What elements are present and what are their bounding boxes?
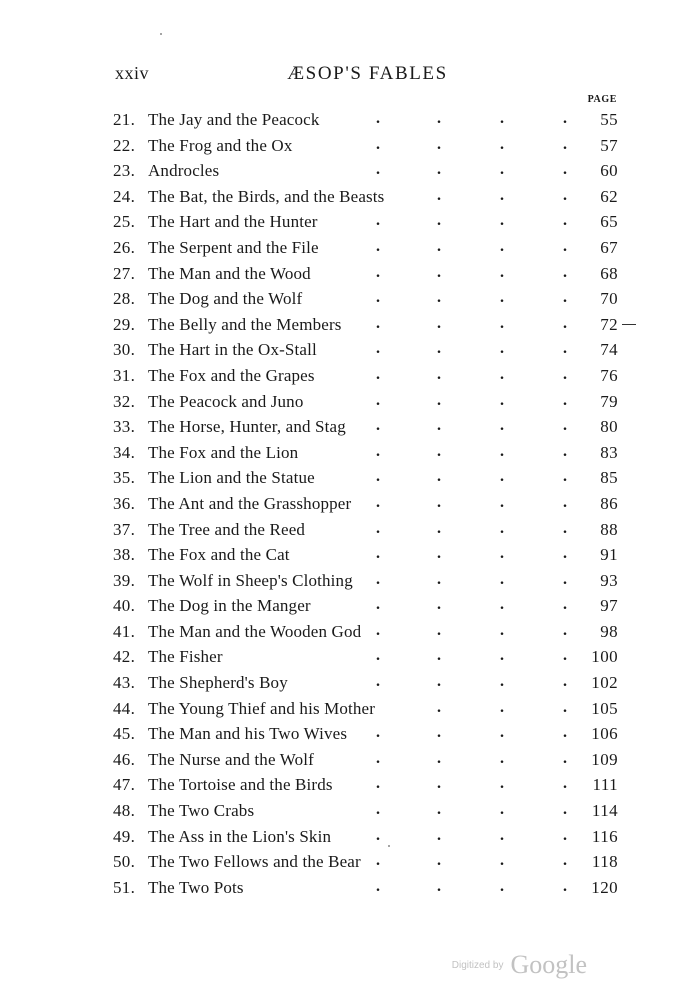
entry-number: 24.: [113, 186, 136, 206]
entry-title: The Belly and the Members: [148, 314, 342, 334]
entry-title: The Shepherd's Boy: [148, 673, 288, 693]
leader-dot: .: [500, 340, 504, 358]
leader-dot: .: [437, 775, 441, 793]
leader-dot: .: [437, 186, 441, 204]
leader-dot: .: [376, 442, 380, 460]
leader-dot: .: [376, 545, 380, 563]
entry-page-number: 76: [600, 365, 618, 385]
entry-title: The Tree and the Reed: [148, 519, 306, 539]
leader-dot: .: [437, 263, 441, 281]
toc-entry: [0, 619, 685, 645]
leader-dot: .: [500, 545, 504, 563]
entry-page-number: 120: [591, 877, 618, 897]
book-title: ÆSOP'S FABLES: [287, 63, 448, 84]
leader-dot: .: [563, 673, 567, 691]
leader-dot: .: [437, 340, 441, 358]
entry-number: 39.: [113, 570, 136, 590]
entry-page-number: 114: [591, 801, 618, 821]
leader-dot: .: [563, 545, 567, 563]
dot-leader: [0, 363, 685, 389]
entry-title: The Ass in the Lion's Skin: [148, 826, 332, 846]
entry-number: 26.: [113, 237, 136, 257]
leader-dot: .: [376, 289, 380, 307]
entry-page-number: 72: [600, 314, 618, 334]
dot-leader: [0, 593, 685, 619]
leader-dot: .: [437, 442, 441, 460]
leader-dot: .: [500, 263, 504, 281]
entry-number: 48.: [113, 801, 136, 821]
entry-page-number: 91: [600, 545, 618, 565]
dot-leader: [0, 875, 685, 901]
entry-number: 36.: [113, 493, 136, 513]
leader-dot: .: [563, 417, 567, 435]
leader-dot: .: [500, 749, 504, 767]
leader-dot: .: [500, 826, 504, 844]
entry-number: 44.: [113, 698, 136, 718]
dot-leader: [0, 158, 685, 184]
leader-dot: .: [563, 852, 567, 870]
toc-entry: [0, 414, 685, 440]
leader-dot: .: [376, 237, 380, 255]
entry-page-number: 118: [591, 852, 618, 872]
leader-dot: .: [437, 493, 441, 511]
leader-dot: .: [500, 519, 504, 537]
entry-title: The Dog and the Wolf: [148, 289, 303, 309]
leader-dot: .: [563, 519, 567, 537]
entry-page-number: 86: [600, 493, 618, 513]
leader-dot: .: [437, 519, 441, 537]
toc-entry: [0, 209, 685, 235]
leader-dot: .: [563, 647, 567, 665]
dot-leader: [0, 235, 685, 261]
leader-dot: .: [563, 493, 567, 511]
leader-dot: .: [437, 161, 441, 179]
leader-dot: .: [563, 801, 567, 819]
leader-dot: .: [563, 263, 567, 281]
entry-page-number: 68: [600, 263, 618, 283]
leader-dot: .: [500, 314, 504, 332]
toc-entry: [0, 798, 685, 824]
toc-entry: [0, 491, 685, 517]
entry-number: 37.: [113, 519, 136, 539]
entry-title: The Two Fellows and the Bear: [148, 852, 361, 872]
leader-dot: .: [376, 212, 380, 230]
entry-title: The Fisher: [148, 647, 223, 667]
leader-dot: .: [376, 391, 380, 409]
entry-page-number: 97: [600, 596, 618, 616]
entry-number: 32.: [113, 391, 136, 411]
page-folio: xxiv: [115, 63, 150, 83]
leader-dot: .: [376, 775, 380, 793]
leader-dot: .: [376, 263, 380, 281]
leader-dot: .: [376, 110, 380, 127]
entry-title: The Fox and the Grapes: [148, 365, 315, 385]
entry-page-number: 98: [600, 621, 618, 641]
entry-title: The Peacock and Juno: [148, 391, 304, 411]
leader-dot: .: [500, 724, 504, 742]
dot-leader: [0, 644, 685, 670]
leader-dot: .: [563, 314, 567, 332]
leader-dot: .: [500, 365, 504, 383]
leader-dot: .: [500, 417, 504, 435]
leader-dot: .: [563, 161, 567, 179]
leader-dot: .: [376, 365, 380, 383]
leader-dot: .: [500, 391, 504, 409]
leader-dot: .: [437, 314, 441, 332]
toc-entry: [0, 747, 685, 773]
entry-title: The Hart and the Hunter: [148, 212, 318, 232]
leader-dot: .: [563, 391, 567, 409]
entry-page-number: 70: [600, 289, 618, 309]
entry-page-number: 60: [600, 161, 618, 181]
leader-dot: .: [376, 519, 380, 537]
leader-dot: .: [376, 340, 380, 358]
page-column-heading: PAGE: [587, 94, 617, 105]
toc-entry: [0, 312, 685, 338]
entry-title: The Hart in the Ox-Stall: [148, 340, 317, 360]
entry-title: The Nurse and the Wolf: [148, 749, 314, 769]
entry-page-number: 88: [600, 519, 618, 539]
toc-entry: [0, 184, 685, 210]
entry-title: The Frog and the Ox: [148, 135, 293, 155]
leader-dot: .: [563, 724, 567, 742]
entry-title: Androcles: [148, 161, 220, 181]
entry-number: 50.: [113, 852, 136, 872]
leader-dot: .: [376, 673, 380, 691]
leader-dot: .: [437, 365, 441, 383]
entry-number: 45.: [113, 724, 136, 744]
leader-dot: .: [500, 442, 504, 460]
leader-dot: .: [437, 673, 441, 691]
entry-number: 38.: [113, 545, 136, 565]
entry-page-number: 65: [600, 212, 618, 232]
leader-dot: .: [437, 212, 441, 230]
watermark-brand: Google: [510, 950, 587, 979]
entry-number: 28.: [113, 289, 136, 309]
entry-number: 40.: [113, 596, 136, 616]
dot-leader: [0, 542, 685, 568]
entry-page-number: 105: [591, 698, 618, 718]
leader-dot: .: [500, 698, 504, 716]
leader-dot: .: [500, 775, 504, 793]
leader-dot: .: [437, 237, 441, 255]
toc-entry: [0, 235, 685, 261]
leader-dot: .: [376, 314, 380, 332]
dot-leader: [0, 389, 685, 415]
toc-entry: [0, 542, 685, 568]
leader-dot: .: [563, 365, 567, 383]
dot-leader: [0, 133, 685, 159]
running-head: [115, 63, 620, 87]
entry-number: 51.: [113, 877, 136, 897]
leader-dot: .: [500, 110, 504, 127]
dot-leader: [0, 517, 685, 543]
entry-title: The Horse, Hunter, and Stag: [148, 417, 346, 437]
leader-dot: .: [500, 570, 504, 588]
dot-leader: [0, 747, 685, 773]
entry-number: 31.: [113, 365, 136, 385]
toc-entry: [0, 644, 685, 670]
entry-title: The Wolf in Sheep's Clothing: [148, 570, 353, 590]
entry-page-number: 109: [591, 749, 618, 769]
toc-entry: [0, 389, 685, 415]
entry-number: 49.: [113, 826, 136, 846]
leader-dot: .: [500, 801, 504, 819]
leader-dot: .: [376, 417, 380, 435]
leader-dot: .: [437, 877, 441, 895]
leader-dot: .: [437, 826, 441, 844]
dot-leader: [0, 670, 685, 696]
contents-list: [0, 107, 685, 900]
leader-dot: .: [563, 826, 567, 844]
dot-leader: [0, 337, 685, 363]
entry-number: 27.: [113, 263, 136, 283]
leader-dot: .: [500, 673, 504, 691]
leader-dot: .: [376, 852, 380, 870]
entry-page-number: 74: [600, 340, 618, 360]
entry-title: The Bat, the Birds, and the Beasts: [148, 186, 385, 206]
toc-entry: [0, 875, 685, 901]
entry-number: 29.: [113, 314, 136, 334]
entry-number: 25.: [113, 212, 136, 232]
toc-entry: [0, 337, 685, 363]
leader-dot: .: [437, 468, 441, 486]
dot-leader: [0, 209, 685, 235]
entry-page-number: 100: [591, 647, 618, 667]
dot-leader: [0, 286, 685, 312]
entry-title: The Fox and the Cat: [148, 545, 290, 565]
leader-dot: .: [563, 749, 567, 767]
entry-number: 21.: [113, 110, 136, 129]
toc-entry: [0, 824, 685, 850]
entry-page-number: 57: [600, 135, 618, 155]
leader-dot: .: [437, 698, 441, 716]
entry-title: The Man and his Two Wives: [148, 724, 348, 744]
leader-dot: .: [563, 442, 567, 460]
toc-entry: [0, 670, 685, 696]
dot-leader: [0, 107, 685, 133]
leader-dot: .: [563, 135, 567, 153]
toc-entry: [0, 440, 685, 466]
leader-dot: .: [376, 801, 380, 819]
leader-dot: .: [563, 289, 567, 307]
entry-title: The Man and the Wooden God: [148, 621, 362, 641]
leader-dot: .: [563, 237, 567, 255]
leader-dot: .: [563, 775, 567, 793]
entry-number: 33.: [113, 417, 136, 437]
entry-title: The Ant and the Grasshopper: [148, 493, 352, 513]
entry-page-number: 79: [600, 391, 618, 411]
leader-dot: .: [500, 135, 504, 153]
entry-page-number: 85: [600, 468, 618, 488]
entry-number: 43.: [113, 673, 136, 693]
print-speck: [388, 845, 390, 847]
leader-dot: .: [437, 391, 441, 409]
leader-dot: .: [500, 877, 504, 895]
dot-leader: [0, 798, 685, 824]
entry-number: 35.: [113, 468, 136, 488]
entry-number: 47.: [113, 775, 136, 795]
entry-number: 46.: [113, 749, 136, 769]
entry-number: 42.: [113, 647, 136, 667]
leader-dot: .: [500, 852, 504, 870]
leader-dot: .: [376, 621, 380, 639]
leader-dot: .: [437, 417, 441, 435]
entry-page-number: 55: [600, 110, 618, 129]
digitization-watermark: [452, 950, 587, 980]
leader-dot: .: [500, 237, 504, 255]
toc-entry: [0, 568, 685, 594]
entry-page-number: 116: [591, 826, 618, 846]
entry-page-number: 111: [592, 775, 618, 795]
leader-dot: .: [376, 647, 380, 665]
entry-title: The Tortoise and the Birds: [148, 775, 333, 795]
entry-number: 30.: [113, 340, 136, 360]
entry-title: The Man and the Wood: [148, 263, 311, 283]
leader-dot: .: [437, 289, 441, 307]
entry-title: The Lion and the Statue: [148, 468, 315, 488]
leader-dot: .: [437, 135, 441, 153]
margin-dash-mark: [622, 324, 636, 325]
entry-title: The Fox and the Lion: [148, 442, 299, 462]
leader-dot: .: [563, 110, 567, 127]
leader-dot: .: [437, 801, 441, 819]
leader-dot: .: [563, 570, 567, 588]
entry-page-number: 93: [600, 570, 618, 590]
entry-page-number: 102: [591, 673, 618, 693]
leader-dot: .: [437, 724, 441, 742]
dot-leader: [0, 440, 685, 466]
leader-dot: .: [376, 749, 380, 767]
toc-entry: [0, 593, 685, 619]
entry-page-number: 67: [600, 237, 618, 257]
entry-title: The Dog in the Manger: [148, 596, 311, 616]
leader-dot: .: [376, 493, 380, 511]
dot-leader: [0, 465, 685, 491]
leader-dot: .: [437, 647, 441, 665]
entry-number: 23.: [113, 161, 136, 181]
leader-dot: .: [500, 161, 504, 179]
entry-title: The Young Thief and his Mother: [148, 698, 376, 718]
entry-number: 41.: [113, 621, 136, 641]
entry-title: The Serpent and the File: [148, 237, 319, 257]
print-speck: [160, 33, 162, 35]
leader-dot: .: [500, 468, 504, 486]
toc-entry: [0, 158, 685, 184]
entry-page-number: 106: [591, 724, 618, 744]
leader-dot: .: [376, 161, 380, 179]
leader-dot: .: [500, 596, 504, 614]
toc-entry: [0, 286, 685, 312]
entry-title: The Two Pots: [148, 877, 244, 897]
leader-dot: .: [500, 289, 504, 307]
entry-page-number: 62: [600, 186, 618, 206]
leader-dot: .: [500, 493, 504, 511]
leader-dot: .: [376, 468, 380, 486]
entry-page-number: 80: [600, 417, 618, 437]
dot-leader: [0, 824, 685, 850]
dot-leader: [0, 772, 685, 798]
leader-dot: .: [376, 724, 380, 742]
leader-dot: .: [437, 570, 441, 588]
leader-dot: .: [563, 621, 567, 639]
leader-dot: .: [563, 698, 567, 716]
toc-entry: [0, 261, 685, 287]
leader-dot: .: [437, 621, 441, 639]
leader-dot: .: [376, 877, 380, 895]
dot-leader: [0, 312, 685, 338]
leader-dot: .: [563, 468, 567, 486]
leader-dot: .: [437, 749, 441, 767]
toc-entry: [0, 721, 685, 747]
leader-dot: .: [376, 135, 380, 153]
leader-dot: .: [563, 877, 567, 895]
leader-dot: .: [563, 186, 567, 204]
toc-entry: [0, 696, 685, 722]
leader-dot: .: [563, 212, 567, 230]
toc-entry: [0, 107, 685, 133]
toc-entry: [0, 772, 685, 798]
toc-entry: [0, 849, 685, 875]
toc-entry: [0, 133, 685, 159]
entry-number: 34.: [113, 442, 136, 462]
leader-dot: .: [376, 826, 380, 844]
toc-entry: [0, 465, 685, 491]
leader-dot: .: [500, 212, 504, 230]
watermark-prefix: Digitized by: [451, 959, 504, 971]
leader-dot: .: [500, 621, 504, 639]
dot-leader: [0, 261, 685, 287]
leader-dot: .: [376, 570, 380, 588]
leader-dot: .: [376, 596, 380, 614]
toc-entry: [0, 363, 685, 389]
leader-dot: .: [500, 647, 504, 665]
toc-entry: [0, 517, 685, 543]
leader-dot: .: [437, 545, 441, 563]
leader-dot: .: [437, 852, 441, 870]
entry-number: 22.: [113, 135, 136, 155]
leader-dot: .: [563, 340, 567, 358]
leader-dot: .: [563, 596, 567, 614]
leader-dot: .: [437, 110, 441, 127]
leader-dot: .: [437, 596, 441, 614]
entry-title: The Jay and the Peacock: [148, 110, 320, 129]
entry-page-number: 83: [600, 442, 618, 462]
entry-title: The Two Crabs: [148, 801, 255, 821]
leader-dot: .: [500, 186, 504, 204]
